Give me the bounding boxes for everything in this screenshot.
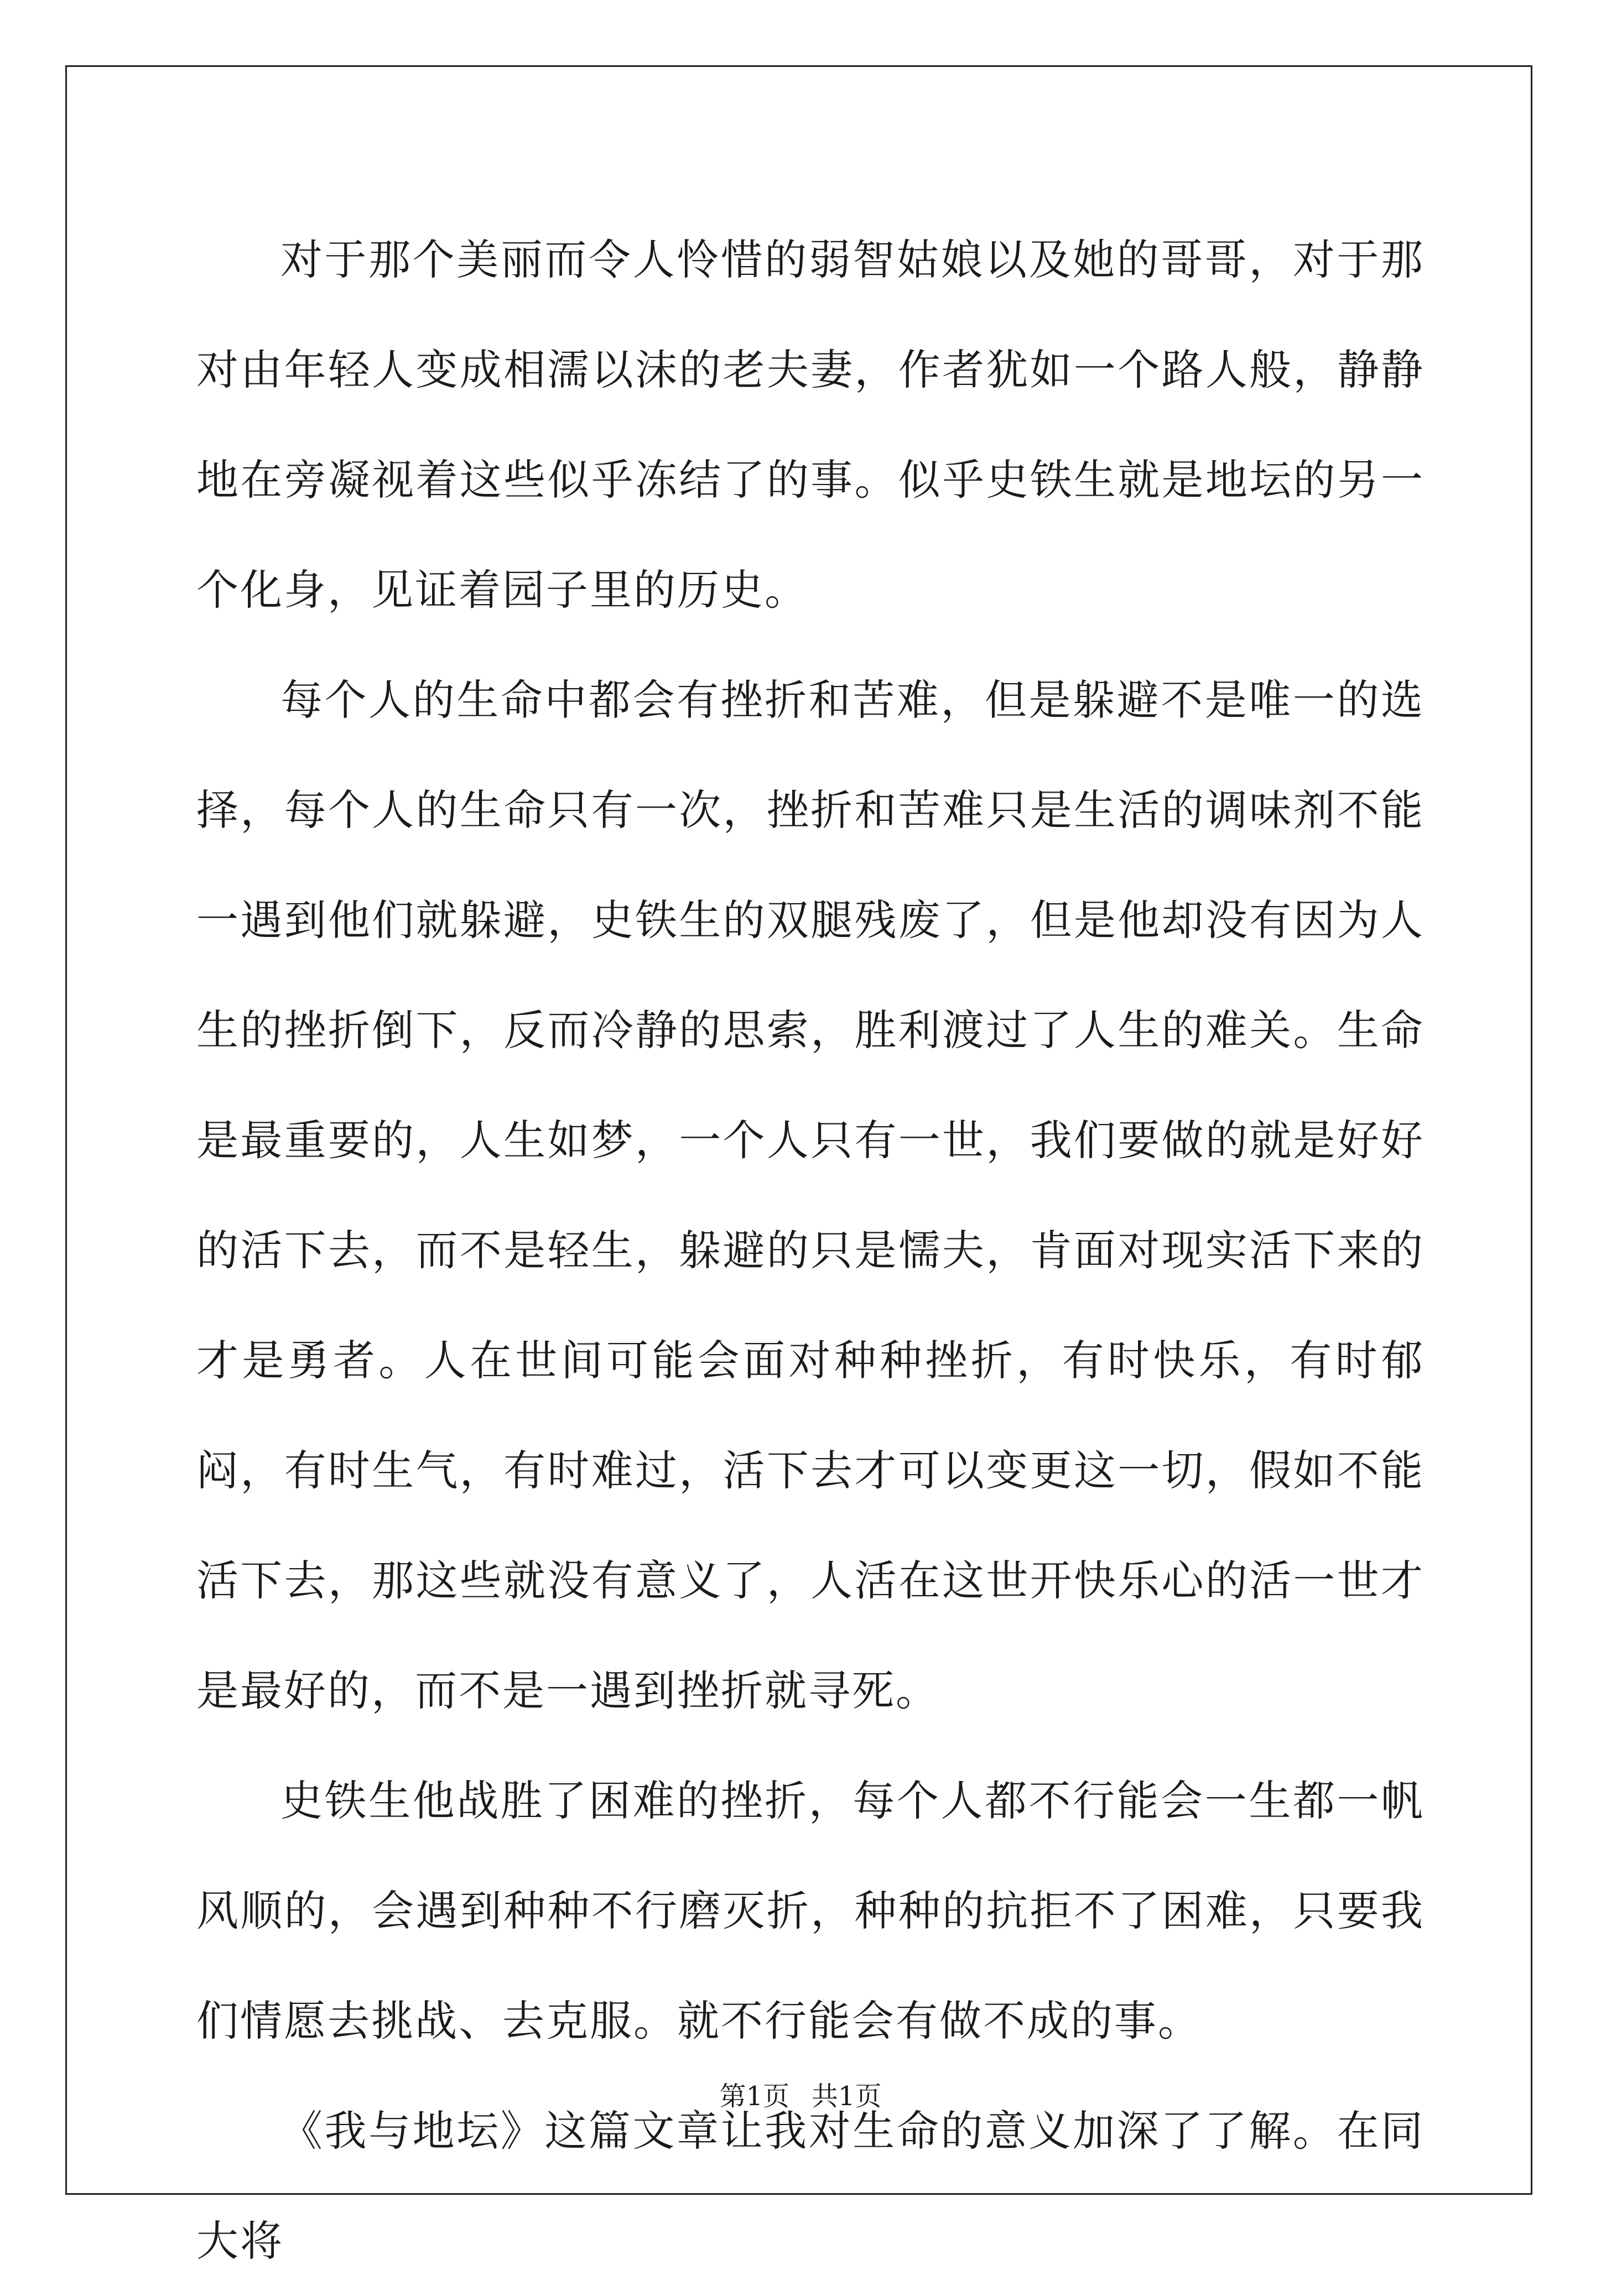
paragraph-4: 《我与地坛》这篇文章让我对生命的意义加深了了解。在同大将 (196, 2106, 1425, 2266)
page-number: 第1页 (719, 2081, 789, 2112)
paragraph-1: 对于那个美丽而令人怜惜的弱智姑娘以及她的哥哥，对于那对由年轻人变成相濡以沫的老夫妻，作者犹如一个路人般，静静地在旁凝视着这些似乎冻结了的事。似乎史铁生就是地坛的另一个化身，见证着园子里的历史。 (196, 235, 1425, 615)
paragraph-2: 每个人的生命中都会有挫折和苦难，但是躲避不是唯一的选择，每个人的生命只有一次，挫折和苦难只是生活的调味剂不能一遇到他们就躲避，史铁生的双腿残废了，但是他却没有因为人生的挫折倒下，反而冷静的思索，胜利渡过了人生的难关。生命是最重要的，人生如梦，一个人只有一世，我们要做的就是好好的活下去，而不是轻生，躲避的只是懦夫，肯面对现实活下来的才是勇者。人在世间可能会面对种种挫折，有时快乐，有时郁闷，有时生气，有时难过，活下去才可以变更这一切，假如不能活下去，那这些就没有意义了，人活在这世开快乐心的活一世才是最好的，而不是一遇到挫折就寻死。 (196, 675, 1425, 1715)
document-body (196, 205, 1425, 2296)
paragraph-3: 史铁生他战胜了困难的挫折，每个人都不行能会一生都一帆风顺的，会遇到种种不行磨灭折，种种的抗拒不了困难，只要我们情愿去挑战、去克服。就不行能会有做不成的事。 (196, 1776, 1425, 2045)
page-total: 共1页 (812, 2081, 882, 2112)
page-footer (0, 2080, 1601, 2113)
